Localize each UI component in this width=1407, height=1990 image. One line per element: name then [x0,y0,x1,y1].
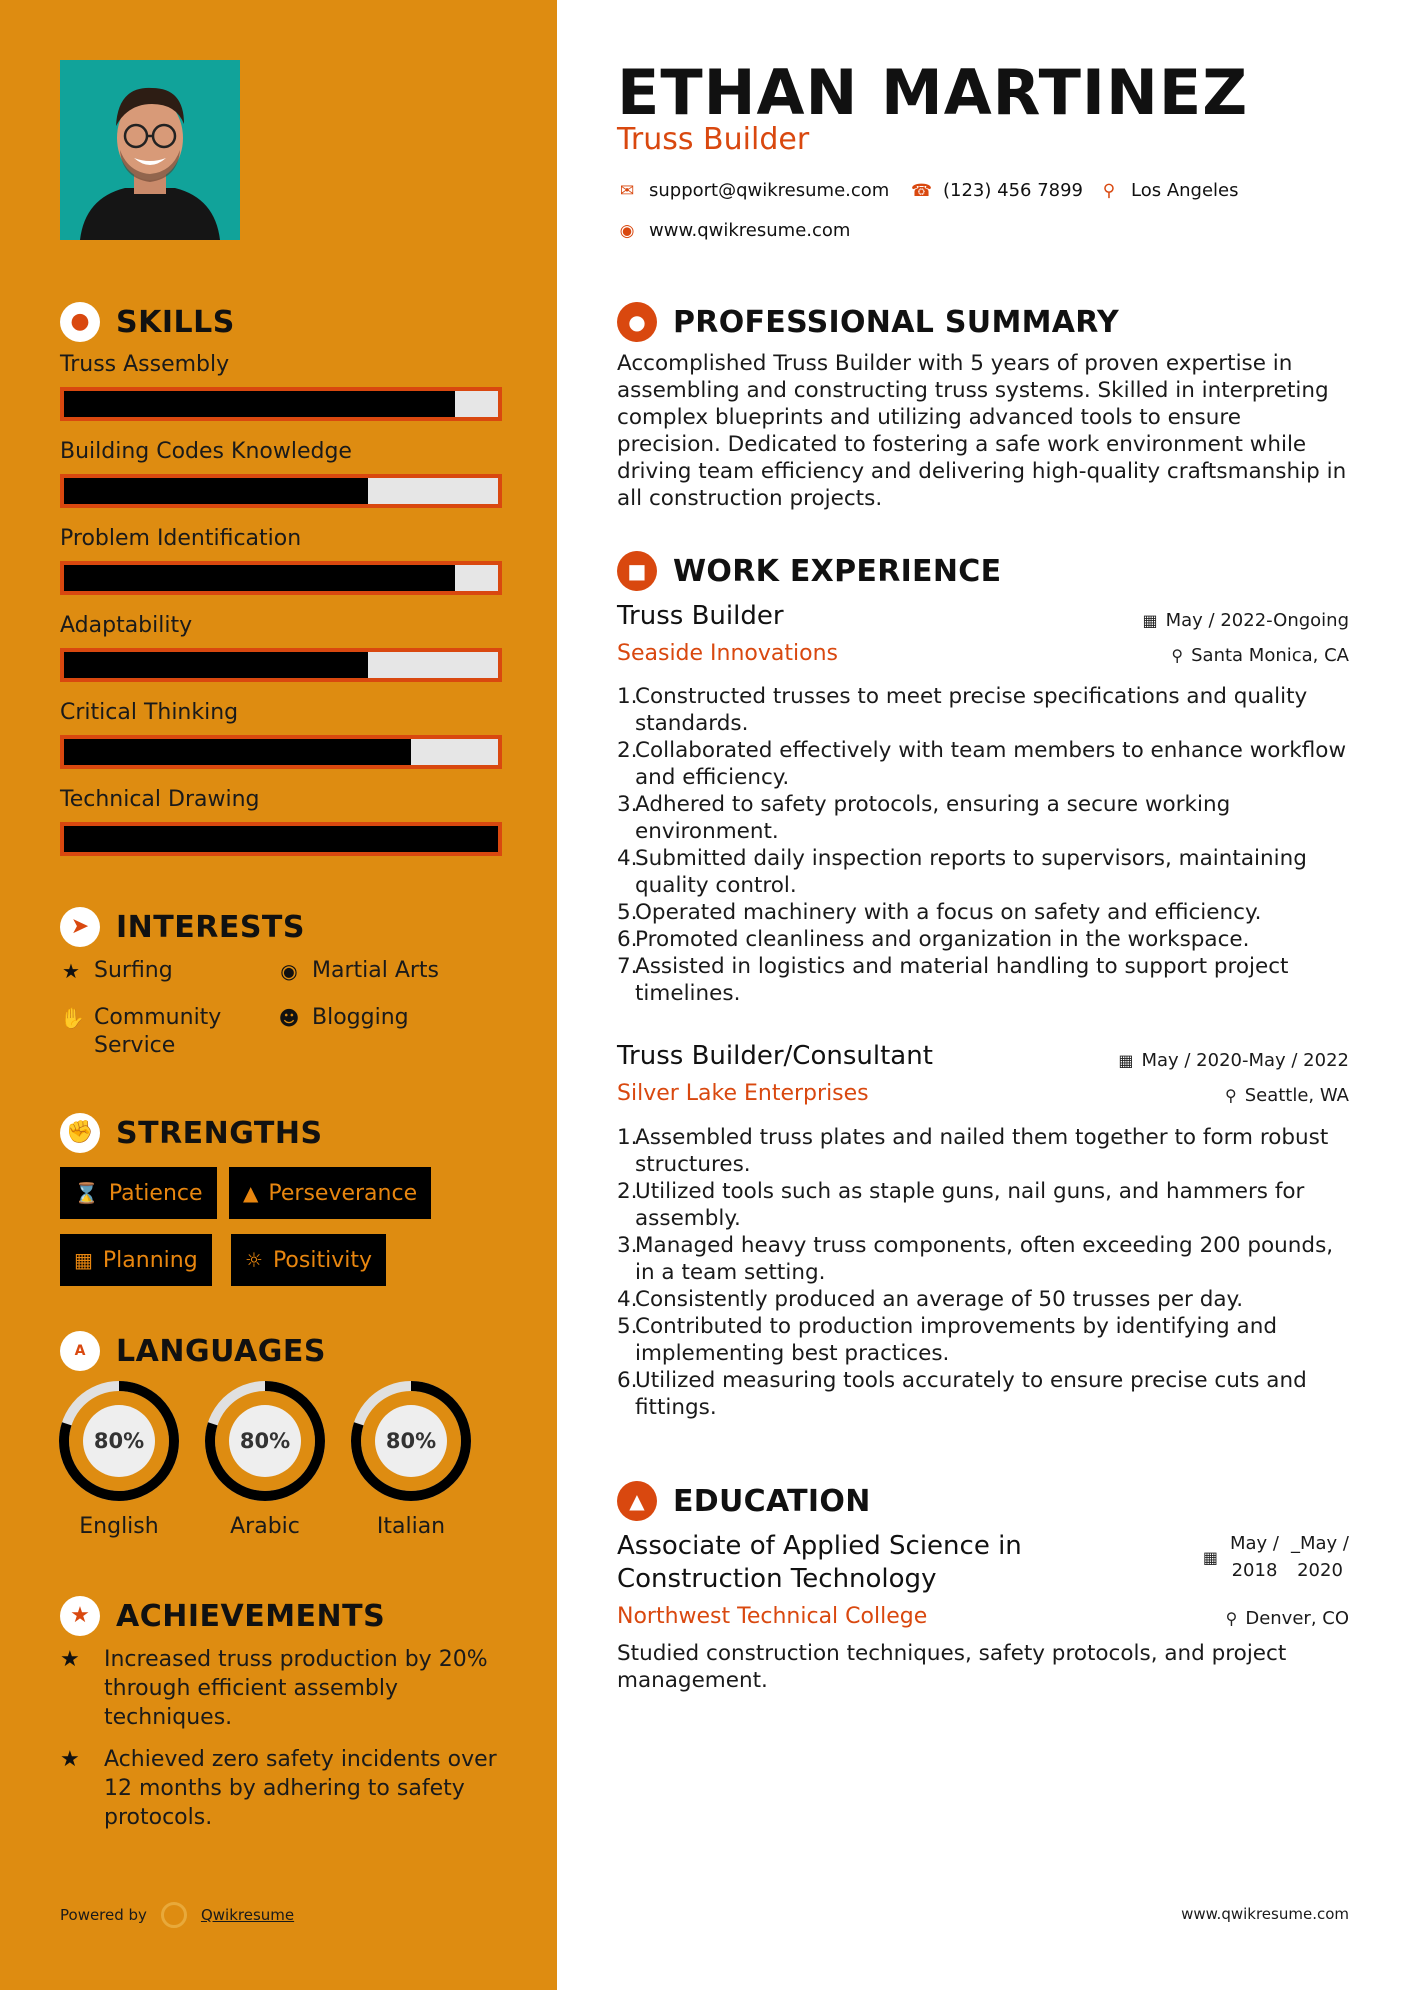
skill-fill [64,826,498,852]
language-name: Italian [376,1514,446,1539]
skill-bar [60,735,502,769]
list-item: 2. Collaborated effectively with team members to enhance workflow and efficiency. [617,738,1347,790]
language-item [204,1380,326,1539]
skill-bar [60,822,502,856]
skill-label: Building Codes Knowledge [60,439,352,464]
strengths-heading: ✊ STRENGTHS [60,1113,323,1153]
language-ring [204,1380,326,1502]
job-location: ⚲ Santa Monica, CA [1171,645,1349,666]
skill-bar [60,561,502,595]
shooting-star-icon: ★ [60,1747,80,1772]
skill-bar [60,474,502,508]
skill-fill [64,739,411,765]
map-pin-icon: ⚲ [1102,180,1116,201]
job-bullets [617,1124,1349,1421]
list-item: 1. Constructed trusses to meet precise specifications and quality standards. [617,684,1308,736]
hand-icon: ✋ [60,1006,85,1030]
strength-badge: ⌛ Patience [60,1167,217,1219]
interest-item: ★ Surfing [60,957,173,985]
sun-icon: ☼ [245,1248,263,1272]
skill-item [60,352,502,421]
education-dates: ▦ May / 2018 _May / 2020 [1202,1533,1349,1581]
education-heading: ▲ EDUCATION [617,1481,871,1521]
paper-plane-icon: ➤ [60,907,100,947]
star-icon: ★ [62,959,80,983]
job-dates: ▦ May / 2020-May / 2022 [1118,1050,1349,1071]
achievement-item: ★ Achieved zero safety incidents over 12 months by adhering to safety protocols. [60,1747,497,1830]
language-item [350,1380,472,1539]
language-percent: 80% [93,1429,145,1453]
contact-website[interactable]: ◉ www.qwikresume.com [617,220,850,241]
road-icon: ▲ [243,1181,259,1205]
job-company: Seaside Innovations [617,641,838,666]
list-item: 2. Utilized tools such as staple guns, nail guns, and hammers for assembly. [617,1179,1305,1231]
powered-by: Powered by Qwikresume [60,1902,294,1928]
skill-fill [64,652,368,678]
job-bullets [617,683,1349,1007]
skill-fill [64,391,455,417]
sidebar [0,0,557,1990]
language-icon: A [60,1331,100,1371]
skill-item [60,439,502,508]
hourglass-icon: ⌛ [74,1181,99,1205]
education-degree: Associate of Applied Science in Construction Technology [617,1531,1022,1594]
list-item: 5. Contributed to production improvements by identifying and implementing best practices. [617,1314,1277,1366]
qwikresume-logo-icon [161,1902,187,1928]
strength-badge: ▲ Perseverance [229,1167,431,1219]
skills-heading: ● SKILLS [60,302,235,342]
summary-heading: ● PROFESSIONAL SUMMARY [617,302,1119,342]
contact-location: ⚲ Los Angeles [1099,180,1239,201]
skill-label: Problem Identification [60,526,302,551]
list-item: 4. Consistently produced an average of 50 trusses per day. [617,1287,1244,1312]
phone-icon: ☎ [911,180,933,201]
globe-icon: ◉ [619,220,635,241]
list-item: 1. Assembled truss plates and nailed them together to form robust structures. [617,1125,1329,1177]
skill-label: Critical Thinking [60,700,239,725]
calendar-icon: ▦ [1118,1051,1134,1070]
education-school: Northwest Technical College [617,1604,928,1629]
language-percent: 80% [385,1429,437,1453]
star-badge-icon: ★ [60,1596,100,1636]
skill-item [60,526,502,595]
skill-label: Adaptability [60,613,193,638]
calendar-icon: ▦ [1142,611,1158,630]
interest-item: ◉ Martial Arts [278,957,439,985]
language-item [58,1380,180,1539]
briefcase-icon: ■ [617,551,657,591]
skill-fill [64,478,368,504]
calendar-icon: ▦ [74,1248,93,1272]
skill-label: Truss Assembly [60,352,230,377]
education-description: Studied construction techniques, safety protocols, and project management. [617,1641,1287,1693]
interest-item: ☻ Blogging [278,1005,409,1030]
strength-badge: ▦ Planning [60,1234,212,1286]
user-icon: ● [617,302,657,342]
globe-icon: ◉ [280,959,298,983]
language-name: English [79,1514,159,1539]
languages-heading: A LANGUAGES [60,1331,326,1371]
pin-icon: ⚲ [1171,646,1184,665]
job-title: Truss Builder/Consultant [617,1041,933,1071]
skill-bar [60,387,502,421]
footer-url[interactable]: www.qwikresume.com [1181,1905,1349,1923]
list-item: 3. Managed heavy truss components, often exceeding 200 pounds, in a team setting. [617,1233,1334,1285]
list-item: 4. Submitted daily inspection reports to supervisors, maintaining quality control. [617,846,1307,898]
calendar-icon: ▦ [1202,1547,1218,1567]
skill-item [60,613,502,682]
contact-email[interactable]: ✉ support@qwikresume.com [617,180,889,201]
job-company: Silver Lake Enterprises [617,1081,869,1106]
skill-label: Technical Drawing [60,787,260,812]
skill-item [60,700,502,769]
list-item: 3. Adhered to safety protocols, ensuring a secure working environment. [617,792,1231,844]
list-item: 5. Operated machinery with a focus on safety and efficiency. [617,900,1262,925]
skill-fill [64,565,455,591]
language-percent: 80% [239,1429,291,1453]
achievements-heading: ★ ACHIEVEMENTS [60,1596,385,1636]
list-item: 6. Promoted cleanliness and organization in the workspace. [617,927,1250,952]
education-location: ⚲ Denver, CO [1225,1608,1349,1629]
fist-icon: ✊ [60,1113,100,1153]
interest-item: ✋ Community Service [60,1005,222,1058]
contact-phone[interactable]: ☎ (123) 456 7899 [911,180,1084,201]
job-title: Truss Builder [617,601,784,631]
summary-text: Accomplished Truss Builder with 5 years of proven expertise in assembling and constructing truss systems. Skilled in interpreting complex blueprints and utilizing advanced tools to ensure precision. Dedicated to fostering a safe work environment while driving team efficiency and delivering high-quality craftsmanship in all construction projects. [617,351,1347,511]
language-name: Arabic [230,1514,300,1539]
lightbulb-icon: ● [60,302,100,342]
pin-icon: ⚲ [1224,1086,1237,1105]
interests-heading: ➤ INTERESTS [60,907,305,947]
achievement-item: ★ Increased truss production by 20% through efficient assembly techniques. [60,1647,488,1730]
experience-heading: ■ WORK EXPERIENCE [617,551,1001,591]
qwikresume-link[interactable]: Qwikresume [200,1906,295,1924]
language-ring [58,1380,180,1502]
graduation-icon: ▲ [617,1481,657,1521]
skill-item [60,787,502,856]
users-icon: ☻ [278,1006,300,1030]
strength-badge: ☼ Positivity [231,1234,386,1286]
shooting-star-icon: ★ [60,1647,80,1672]
skill-bar [60,648,502,682]
job-dates: ▦ May / 2022-Ongoing [1142,610,1349,631]
list-item: 7. Assisted in logistics and material handling to support project timelines. [617,954,1289,1006]
language-ring [350,1380,472,1502]
candidate-title: Truss Builder [617,122,810,157]
envelope-icon: ✉ [619,180,635,201]
job-location: ⚲ Seattle, WA [1224,1085,1349,1106]
list-item: 6. Utilized measuring tools accurately to ensure precise cuts and fittings. [617,1368,1307,1420]
profile-photo [60,60,240,240]
candidate-name: ETHAN MARTINEZ [617,56,1249,129]
pin-icon: ⚲ [1225,1609,1238,1628]
